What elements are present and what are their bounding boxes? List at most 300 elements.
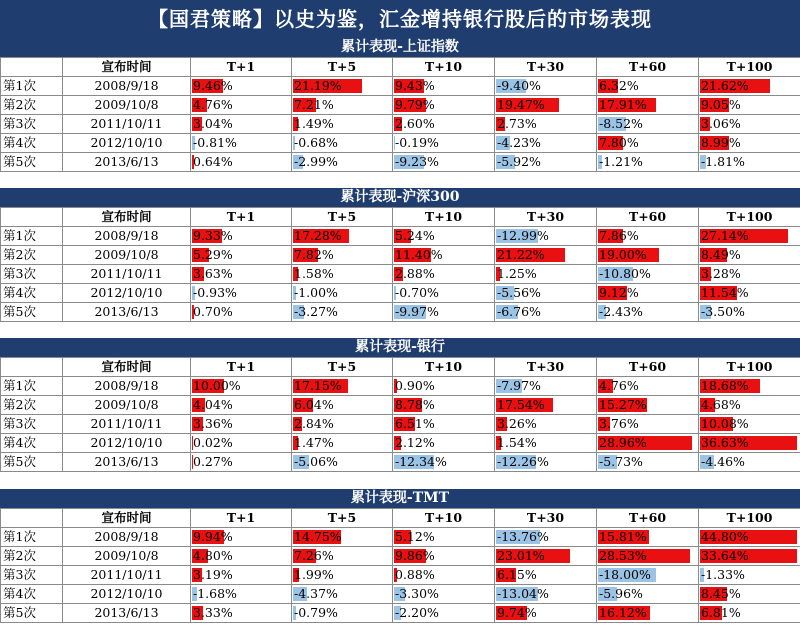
value-text: 5.29% <box>193 247 233 262</box>
value-cell <box>292 415 393 434</box>
value-text: 7.26% <box>294 548 334 563</box>
value-cell <box>495 246 597 265</box>
value-text: -18.00% <box>599 567 651 582</box>
value-cell <box>292 528 393 547</box>
value-cell <box>495 96 597 115</box>
value-cell <box>495 528 597 547</box>
value-text: 1.99% <box>294 567 334 582</box>
value-text: -4.46% <box>701 454 745 469</box>
value-cell <box>495 566 597 585</box>
value-text: 17.28% <box>294 228 342 243</box>
value-cell <box>597 604 699 623</box>
value-cell <box>292 96 393 115</box>
table-row <box>1 434 800 453</box>
column-header <box>1 208 63 227</box>
value-cell <box>393 284 495 303</box>
column-header: T+10 <box>393 358 495 377</box>
table-row <box>1 528 800 547</box>
value-cell <box>191 134 292 153</box>
value-text: -7.97% <box>497 378 541 393</box>
value-cell <box>191 303 292 322</box>
value-cell <box>597 265 699 284</box>
value-cell <box>699 434 800 453</box>
value-text: -8.52% <box>599 116 643 131</box>
table-row <box>1 115 800 134</box>
value-text: 7.21% <box>294 97 334 112</box>
value-text: 3.28% <box>701 266 741 281</box>
value-text: -12.26% <box>497 454 549 469</box>
value-text: -9.97% <box>395 304 439 319</box>
value-cell <box>597 528 699 547</box>
value-cell <box>393 377 495 396</box>
value-text: -5.73% <box>599 454 643 469</box>
value-text: -2.20% <box>395 605 439 620</box>
value-cell <box>191 153 292 172</box>
value-cell <box>191 115 292 134</box>
value-text: 8.78% <box>395 397 435 412</box>
value-text: 9.12% <box>599 285 639 300</box>
table-row <box>1 303 800 322</box>
table-row <box>1 453 800 472</box>
value-text: -6.76% <box>497 304 541 319</box>
announce-date: 2012/10/10 <box>63 434 191 453</box>
value-cell <box>699 96 800 115</box>
value-text: 9.94% <box>193 529 233 544</box>
announce-date: 2011/10/11 <box>63 115 191 134</box>
value-cell <box>393 415 495 434</box>
value-cell <box>191 96 292 115</box>
announce-date: 2013/6/13 <box>63 604 191 623</box>
value-cell <box>495 434 597 453</box>
value-cell <box>495 153 597 172</box>
row-label: 第3次 <box>1 566 63 585</box>
column-header: 宣布时间 <box>63 509 191 528</box>
value-text: 9.74% <box>497 605 537 620</box>
value-text: 10.00% <box>193 378 241 393</box>
value-cell <box>699 227 800 246</box>
announce-date: 2008/9/18 <box>63 77 191 96</box>
value-cell <box>597 96 699 115</box>
row-label: 第1次 <box>1 227 63 246</box>
value-cell <box>495 396 597 415</box>
value-cell <box>292 77 393 96</box>
column-header: T+30 <box>495 58 597 77</box>
section-0 <box>0 38 800 172</box>
value-text: 1.25% <box>497 266 537 281</box>
column-header: T+10 <box>393 58 495 77</box>
value-text: 5.24% <box>395 228 435 243</box>
value-cell <box>191 434 292 453</box>
value-cell <box>292 265 393 284</box>
value-cell <box>292 246 393 265</box>
value-text: 14.75% <box>294 529 342 544</box>
table-row <box>1 604 800 623</box>
data-table <box>0 207 800 322</box>
value-cell <box>699 453 800 472</box>
column-header: T+60 <box>597 208 699 227</box>
value-cell <box>393 547 495 566</box>
value-cell <box>292 585 393 604</box>
value-cell <box>292 284 393 303</box>
column-header <box>1 358 63 377</box>
value-cell <box>292 396 393 415</box>
value-text: 3.36% <box>193 416 233 431</box>
value-text: 0.27% <box>193 454 233 469</box>
value-cell <box>191 604 292 623</box>
column-header: T+1 <box>191 509 292 528</box>
column-header: T+100 <box>699 509 800 528</box>
value-text: 17.15% <box>294 378 342 393</box>
value-text: -1.21% <box>599 154 643 169</box>
value-cell <box>495 377 597 396</box>
value-cell <box>597 396 699 415</box>
value-text: 3.26% <box>497 416 537 431</box>
value-cell <box>495 415 597 434</box>
value-text: -4.37% <box>294 586 338 601</box>
value-cell <box>292 115 393 134</box>
value-cell <box>191 396 292 415</box>
row-label: 第4次 <box>1 585 63 604</box>
column-header: T+60 <box>597 358 699 377</box>
value-text: 3.33% <box>193 605 233 620</box>
value-cell <box>699 528 800 547</box>
value-text: -3.50% <box>701 304 745 319</box>
value-text: 28.96% <box>599 435 647 450</box>
value-text: 4.80% <box>193 548 233 563</box>
header-row <box>1 358 800 377</box>
value-text: 0.02% <box>193 435 233 450</box>
value-text: 15.27% <box>599 397 647 412</box>
row-label: 第1次 <box>1 528 63 547</box>
value-text: 3.04% <box>193 116 233 131</box>
value-cell <box>597 566 699 585</box>
value-cell <box>393 453 495 472</box>
value-text: 2.73% <box>497 116 537 131</box>
value-cell <box>191 284 292 303</box>
value-cell <box>191 265 292 284</box>
column-header: T+60 <box>597 58 699 77</box>
value-text: -1.81% <box>701 154 745 169</box>
value-text: 9.46% <box>193 78 233 93</box>
value-cell <box>597 77 699 96</box>
announce-date: 2011/10/11 <box>63 566 191 585</box>
value-cell <box>699 246 800 265</box>
row-label: 第2次 <box>1 246 63 265</box>
table-row <box>1 415 800 434</box>
value-text: 17.91% <box>599 97 647 112</box>
sections-container <box>0 38 800 623</box>
table-row <box>1 227 800 246</box>
value-cell <box>699 566 800 585</box>
value-text: 44.80% <box>701 529 749 544</box>
value-text: 0.64% <box>193 154 233 169</box>
value-cell <box>393 585 495 604</box>
value-text: 27.14% <box>701 228 749 243</box>
value-text: -1.33% <box>701 567 745 582</box>
value-text: 9.43% <box>395 78 435 93</box>
value-cell <box>699 377 800 396</box>
announce-date: 2013/6/13 <box>63 153 191 172</box>
value-cell <box>393 265 495 284</box>
value-cell <box>699 265 800 284</box>
value-cell <box>393 528 495 547</box>
value-cell <box>393 566 495 585</box>
value-cell <box>597 547 699 566</box>
value-cell <box>191 415 292 434</box>
value-cell <box>597 434 699 453</box>
value-text: 4.04% <box>193 397 233 412</box>
announce-date: 2008/9/18 <box>63 528 191 547</box>
value-cell <box>292 377 393 396</box>
value-cell <box>597 377 699 396</box>
column-header: T+30 <box>495 509 597 528</box>
value-cell <box>393 396 495 415</box>
value-text: -5.56% <box>497 285 541 300</box>
value-text: 4.76% <box>193 97 233 112</box>
value-cell <box>393 604 495 623</box>
value-text: 0.88% <box>395 567 435 582</box>
value-cell <box>292 453 393 472</box>
row-label: 第2次 <box>1 396 63 415</box>
value-text: 2.84% <box>294 416 334 431</box>
value-text: -0.68% <box>294 135 338 150</box>
value-cell <box>191 453 292 472</box>
row-label: 第4次 <box>1 134 63 153</box>
value-text: -5.92% <box>497 154 541 169</box>
column-header <box>1 58 63 77</box>
row-label: 第5次 <box>1 453 63 472</box>
value-cell <box>191 585 292 604</box>
value-cell <box>597 134 699 153</box>
value-text: 10.08% <box>701 416 749 431</box>
value-cell <box>495 585 597 604</box>
announce-date: 2009/10/8 <box>63 246 191 265</box>
value-text: -10.80% <box>599 266 651 281</box>
column-header: T+100 <box>699 358 800 377</box>
announce-date: 2011/10/11 <box>63 415 191 434</box>
value-text: 2.12% <box>395 435 435 450</box>
value-cell <box>292 303 393 322</box>
table-row <box>1 246 800 265</box>
value-cell <box>597 303 699 322</box>
value-text: -13.76% <box>497 529 549 544</box>
column-header: T+5 <box>292 58 393 77</box>
value-cell <box>699 547 800 566</box>
row-label: 第5次 <box>1 604 63 623</box>
value-cell <box>699 396 800 415</box>
column-header: T+60 <box>597 509 699 528</box>
value-cell <box>495 547 597 566</box>
value-cell <box>597 585 699 604</box>
value-text: 18.68% <box>701 378 749 393</box>
value-cell <box>699 604 800 623</box>
value-cell <box>495 77 597 96</box>
value-text: -0.79% <box>294 605 338 620</box>
value-cell <box>292 547 393 566</box>
data-table <box>0 357 800 472</box>
value-text: 19.00% <box>599 247 647 262</box>
section-title: 累计表现-上证指数 <box>0 38 800 57</box>
value-cell <box>393 115 495 134</box>
announce-date: 2008/9/18 <box>63 377 191 396</box>
value-text: 11.54% <box>701 285 749 300</box>
row-label: 第3次 <box>1 115 63 134</box>
value-text: -12.34% <box>395 454 447 469</box>
table-row <box>1 585 800 604</box>
value-cell <box>393 134 495 153</box>
value-cell <box>597 246 699 265</box>
value-cell <box>495 134 597 153</box>
value-cell <box>495 303 597 322</box>
value-text: 9.33% <box>193 228 233 243</box>
column-header <box>1 509 63 528</box>
value-cell <box>699 284 800 303</box>
section-title: 累计表现-TMT <box>0 489 800 508</box>
column-header: T+5 <box>292 509 393 528</box>
value-text: 0.90% <box>395 378 435 393</box>
value-cell <box>597 153 699 172</box>
value-text: 23.01% <box>497 548 545 563</box>
value-text: 36.63% <box>701 435 749 450</box>
value-cell <box>699 585 800 604</box>
value-cell <box>699 77 800 96</box>
column-header: T+30 <box>495 358 597 377</box>
value-text: -5.06% <box>294 454 338 469</box>
value-text: -3.30% <box>395 586 439 601</box>
row-label: 第3次 <box>1 415 63 434</box>
table-row <box>1 396 800 415</box>
row-label: 第2次 <box>1 96 63 115</box>
value-text: 9.05% <box>701 97 741 112</box>
announce-date: 2012/10/10 <box>63 284 191 303</box>
value-cell <box>393 77 495 96</box>
value-text: 7.80% <box>599 135 639 150</box>
value-text: 3.63% <box>193 266 233 281</box>
value-text: -9.23% <box>395 154 439 169</box>
column-header: T+5 <box>292 208 393 227</box>
value-cell <box>191 528 292 547</box>
value-cell <box>292 134 393 153</box>
value-text: 5.12% <box>395 529 435 544</box>
section-gap <box>0 172 800 188</box>
value-cell <box>699 115 800 134</box>
value-text: -0.70% <box>395 285 439 300</box>
table-row <box>1 265 800 284</box>
value-text: 4.68% <box>701 397 741 412</box>
value-text: -0.81% <box>193 135 237 150</box>
announce-date: 2009/10/8 <box>63 396 191 415</box>
value-text: 3.06% <box>701 116 741 131</box>
value-text: -1.68% <box>193 586 237 601</box>
value-cell <box>292 604 393 623</box>
value-text: 19.47% <box>497 97 545 112</box>
value-cell <box>495 115 597 134</box>
value-cell <box>191 227 292 246</box>
data-table <box>0 57 800 172</box>
value-cell <box>495 284 597 303</box>
value-text: -4.23% <box>497 135 541 150</box>
data-table <box>0 508 800 623</box>
table-row <box>1 566 800 585</box>
value-text: -0.93% <box>193 285 237 300</box>
value-text: 3.19% <box>193 567 233 582</box>
value-text: 15.81% <box>599 529 647 544</box>
value-text: 8.99% <box>701 135 741 150</box>
announce-date: 2012/10/10 <box>63 134 191 153</box>
value-cell <box>699 303 800 322</box>
value-text: -5.96% <box>599 586 643 601</box>
column-header: T+1 <box>191 358 292 377</box>
value-text: 1.54% <box>497 435 537 450</box>
value-cell <box>597 415 699 434</box>
value-text: 6.81% <box>701 605 741 620</box>
value-text: 6.04% <box>294 397 334 412</box>
value-text: 33.64% <box>701 548 749 563</box>
column-header: T+10 <box>393 208 495 227</box>
value-text: 21.22% <box>497 247 545 262</box>
value-text: -2.43% <box>599 304 643 319</box>
value-cell <box>597 284 699 303</box>
row-label: 第5次 <box>1 153 63 172</box>
row-label: 第2次 <box>1 547 63 566</box>
row-label: 第4次 <box>1 284 63 303</box>
value-text: -13.04% <box>497 586 549 601</box>
announce-date: 2012/10/10 <box>63 585 191 604</box>
value-text: 1.49% <box>294 116 334 131</box>
column-header: T+1 <box>191 58 292 77</box>
row-label: 第4次 <box>1 434 63 453</box>
value-text: -2.99% <box>294 154 338 169</box>
value-text: -9.40% <box>497 78 541 93</box>
value-text: 6.15% <box>497 567 537 582</box>
value-cell <box>699 134 800 153</box>
value-cell <box>292 153 393 172</box>
announce-date: 2008/9/18 <box>63 227 191 246</box>
value-text: 3.76% <box>599 416 639 431</box>
column-header: 宣布时间 <box>63 358 191 377</box>
value-cell <box>495 604 597 623</box>
value-cell <box>191 566 292 585</box>
table-row <box>1 134 800 153</box>
value-cell <box>393 153 495 172</box>
header-row <box>1 58 800 77</box>
value-text: 4.76% <box>599 378 639 393</box>
column-header: T+5 <box>292 358 393 377</box>
value-text: 11.40% <box>395 247 443 262</box>
column-header: T+10 <box>393 509 495 528</box>
value-cell <box>191 77 292 96</box>
column-header: T+1 <box>191 208 292 227</box>
value-text: 7.82% <box>294 247 334 262</box>
value-text: 21.62% <box>701 78 749 93</box>
value-cell <box>393 303 495 322</box>
value-text: 2.60% <box>395 116 435 131</box>
value-cell <box>495 265 597 284</box>
value-cell <box>699 153 800 172</box>
value-text: -12.99% <box>497 228 549 243</box>
value-cell <box>393 246 495 265</box>
section-2 <box>0 338 800 472</box>
column-header: 宣布时间 <box>63 58 191 77</box>
table-row <box>1 153 800 172</box>
row-label: 第1次 <box>1 77 63 96</box>
announce-date: 2013/6/13 <box>63 303 191 322</box>
row-label: 第5次 <box>1 303 63 322</box>
value-text: 28.53% <box>599 548 647 563</box>
value-text: 6.51% <box>395 416 435 431</box>
value-text: 0.70% <box>193 304 233 319</box>
value-cell <box>393 434 495 453</box>
